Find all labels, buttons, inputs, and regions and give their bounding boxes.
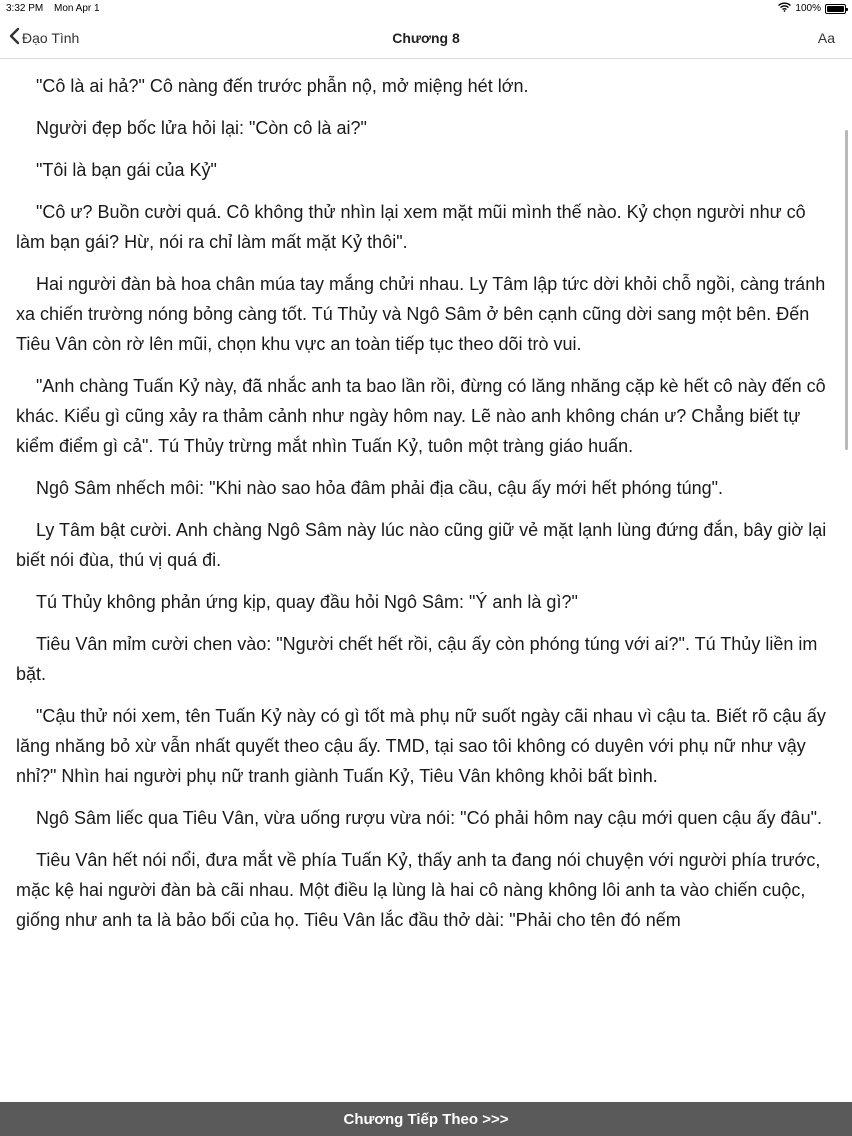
- paragraph: Ngô Sâm nhếch môi: "Khi nào sao hỏa đâm phải địa cầu, cậu ấy mới hết phóng túng".: [36, 478, 724, 498]
- chapter-title: Chương 8: [392, 30, 460, 46]
- paragraph: "Tôi là bạn gái của Kỷ": [36, 160, 217, 180]
- paragraph: Tú Thủy không phản ứng kịp, quay đầu hỏi Ngô Sâm: "Ý anh là gì?": [36, 592, 578, 612]
- paragraph: Tiêu Vân mỉm cười chen vào: "Người chết hết rồi, cậu ấy còn phóng túng với ai?". Tú Thủy liền im bặt.: [16, 634, 818, 684]
- paragraph: "Cô ư? Buồn cười quá. Cô không thử nhìn lại xem mặt mũi mình thế nào. Kỷ chọn người như cô làm bạn gái? Hừ, nói ra chỉ làm mất mặt Kỷ thôi".: [16, 202, 806, 252]
- battery-fill: [827, 6, 844, 12]
- paragraph: "Anh chàng Tuấn Kỷ này, đã nhắc anh ta bao lần rồi, đừng có lăng nhăng cặp kè hết cô này đến cô khác. Kiểu gì cũng xảy ra thảm cảnh như ngày hôm nay. Lẽ nào anh không chán ư? Chẳng biết tự kiểm điểm gì cả". Tú Thủy trừng mắt nhìn Tuấn Kỷ, tuôn một tràng giáo huấn.: [16, 376, 826, 456]
- paragraph: "Cô là ai hả?" Cô nàng đến trước phẫn nộ, mở miệng hét lớn.: [36, 76, 529, 96]
- battery-percent: 100%: [795, 3, 821, 14]
- next-chapter-label: Chương Tiếp Theo >>>: [343, 1110, 509, 1128]
- battery-icon: [825, 4, 846, 14]
- chapter-content[interactable]: [16, 59, 828, 1099]
- paragraph: "Cậu thử nói xem, tên Tuấn Kỷ này có gì tốt mà phụ nữ suốt ngày cãi nhau vì cậu ta. Biết rõ cậu ấy lăng nhăng bỏ xừ vẫn nhất quyết theo cậu ấy. TMD, tại sao tôi không có duyên với phụ nữ như vậy nhỉ?" Nhìn hai người phụ nữ tranh giành Tuấn Kỷ, Tiêu Vân không khỏi bất bình.: [16, 706, 826, 786]
- scrollbar[interactable]: [845, 130, 848, 450]
- paragraph: Hai người đàn bà hoa chân múa tay mắng chửi nhau. Ly Tâm lập tức dời khỏi chỗ ngồi, càng tránh xa chiến trường nóng bỏng càng tốt. Tú Thủy và Ngô Sâm ở bên cạnh cũng dời sang một bên. Đến Tiêu Vân còn rờ lên mũi, chọn khu vực an toàn tiếp tục theo dõi trò vui.: [16, 274, 826, 354]
- status-right: [778, 2, 846, 15]
- paragraph: Người đẹp bốc lửa hỏi lại: "Còn cô là ai?": [36, 118, 367, 138]
- paragraph: Tiêu Vân hết nói nổi, đưa mắt về phía Tuấn Kỷ, thấy anh ta đang nói chuyện với người phía trước, mặc kệ hai người đàn bà cãi nhau. Một điều lạ lùng là hai cô nàng không lôi anh ta vào chiến cuộc, giống như anh ta là bảo bối của họ. Tiêu Vân lắc đầu thở dài: "Phải cho tên đó nếm: [16, 850, 821, 930]
- paragraph: Ly Tâm bật cười. Anh chàng Ngô Sâm này lúc nào cũng giữ vẻ mặt lạnh lùng đứng đắn, bây giờ lại biết nói đùa, thú vị quá đi.: [16, 520, 827, 570]
- status-time: 3:32 PM: [6, 3, 44, 14]
- back-label: Đạo Tình: [22, 29, 80, 46]
- paragraph: Ngô Sâm liếc qua Tiêu Vân, vừa uống rượu vừa nói: "Có phải hôm nay cậu mới quen cậu ấy đâu".: [36, 808, 822, 828]
- status-date: Mon Apr 1: [54, 3, 100, 14]
- nav-bar: [0, 18, 852, 59]
- status-bar: [0, 0, 852, 18]
- wifi-icon: [778, 2, 791, 15]
- next-chapter-button[interactable]: [0, 1102, 852, 1136]
- font-settings-button[interactable]: Aa: [817, 30, 835, 46]
